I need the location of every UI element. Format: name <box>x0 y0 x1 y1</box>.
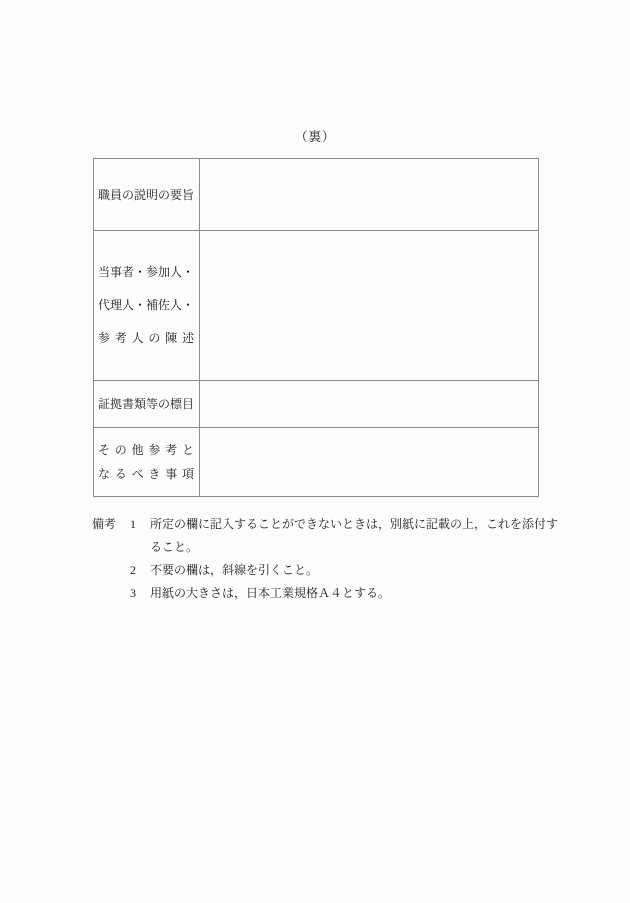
row-label-line: 代理人・補佐人・ <box>98 298 194 312</box>
row-label-line: なるべき事項 <box>98 467 194 481</box>
value-cell-staff-explanation <box>200 159 538 230</box>
remark-text-line: 不要の欄は，斜線を引くこと。 <box>150 563 319 577</box>
remark-number: 3 <box>130 586 136 600</box>
remark-item-1 <box>150 513 558 559</box>
row-label-line: 参考人の陳述 <box>98 331 194 345</box>
row-label: 職員の説明の要旨 <box>98 187 194 202</box>
row-label: 証拠書類等の標目 <box>98 397 194 411</box>
row-label-line: その他参考と <box>98 443 194 457</box>
remarks-heading: 備考 <box>92 517 117 531</box>
remark-text-line: 所定の欄に記入することができないときは，別紙に記載の上，これを添付す <box>150 517 559 531</box>
value-cell-party-statements <box>200 231 538 380</box>
label-cell-party-statements <box>94 231 200 380</box>
row-label-line: 当事者・参加人・ <box>98 265 194 279</box>
form-table <box>93 158 539 497</box>
spacer <box>92 559 130 582</box>
page-title: （裏） <box>294 129 336 144</box>
remark-number: 2 <box>130 563 136 577</box>
spacer <box>92 582 130 605</box>
remark-text-line: 用紙の大きさは，日本工業規格Ａ４とする。 <box>150 586 391 600</box>
table-row-evidence-documents <box>94 381 538 428</box>
table-row-staff-explanation <box>94 159 538 231</box>
remark-item-3 <box>150 582 558 605</box>
remark-item-2 <box>150 559 558 582</box>
label-cell-evidence-documents <box>94 381 200 427</box>
remark-text-line: ること。 <box>150 540 199 554</box>
table-row-other-reference <box>94 428 538 496</box>
label-cell-other-reference <box>94 428 200 496</box>
value-cell-evidence-documents <box>200 381 538 427</box>
remarks-section <box>92 513 559 605</box>
label-cell-staff-explanation <box>94 159 200 230</box>
remark-number: 1 <box>130 517 136 531</box>
table-row-party-statements <box>94 231 538 381</box>
value-cell-other-reference <box>200 428 538 496</box>
